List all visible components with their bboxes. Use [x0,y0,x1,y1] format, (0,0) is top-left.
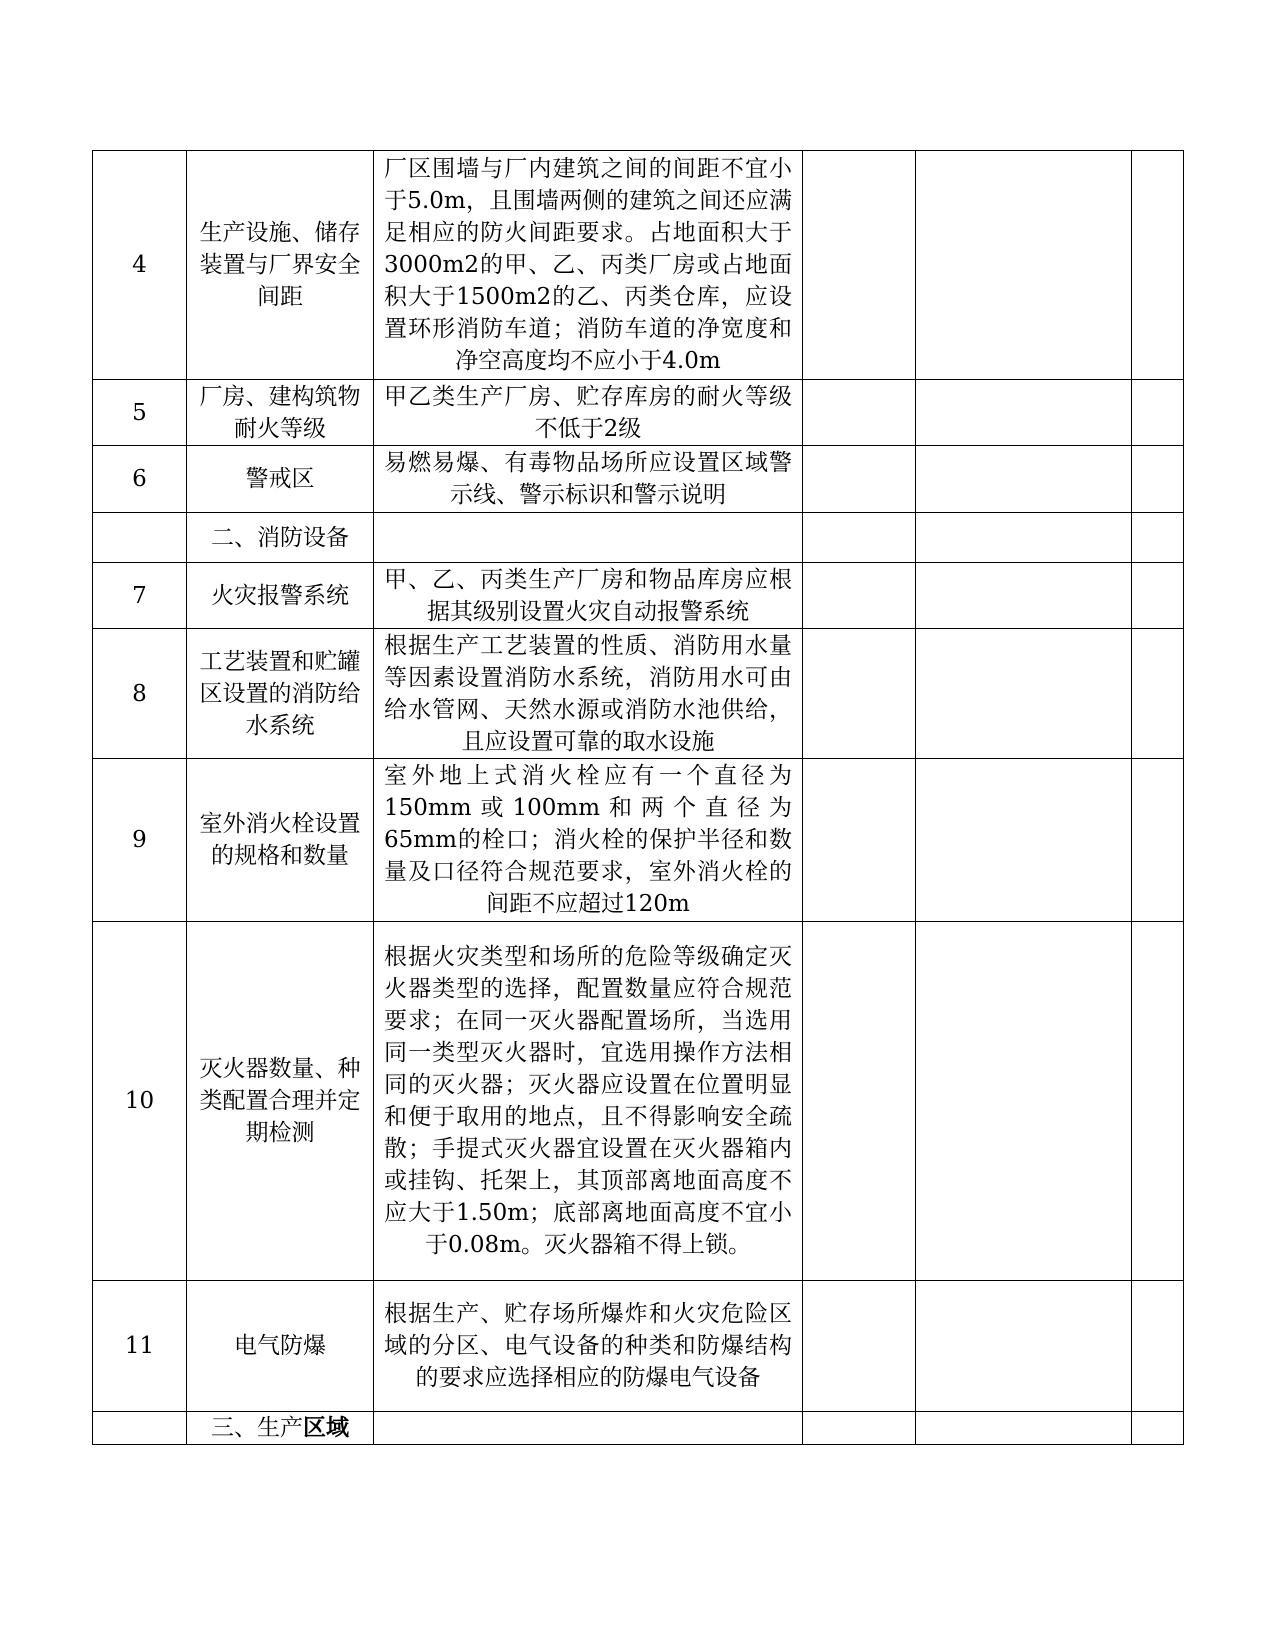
item-requirement: 室外地上式消火栓应有一个直径为150mm或100mm和两个直径为65mm的栓口；消火栓的保护半径和数量及口径符合规范要求，室外消火栓的间距不应超过120m [374,759,803,922]
blank-cell [1132,759,1184,922]
section-row [93,513,1184,563]
item-requirement: 甲乙类生产厂房、贮存库房的耐火等级不低于2级 [374,380,803,446]
row-number [93,513,187,563]
row-number: 4 [93,151,187,380]
blank-cell [1132,563,1184,629]
blank-cell [916,563,1132,629]
table-row [93,922,1184,1281]
item-name: 生产设施、储存装置与厂界安全间距 [187,151,374,380]
blank-cell [916,759,1132,922]
blank-cell [803,922,916,1281]
blank-cell [916,513,1132,563]
blank-cell [1132,1281,1184,1412]
blank-cell [1132,513,1184,563]
blank-cell [803,1281,916,1412]
item-requirement: 易燃易爆、有毒物品场所应设置区域警示线、警示标识和警示说明 [374,446,803,513]
blank-cell [1132,380,1184,446]
section-heading-text: 三、生产 [211,1415,303,1441]
table-row [93,1281,1184,1412]
item-requirement: 根据火灾类型和场所的危险等级确定灭火器类型的选择，配置数量应符合规范要求；在同一灭火器配置场所，当选用同一类型灭火器时，宜选用操作方法相同的灭火器；灭火器应设置在位置明显和便于取用的地点，且不得影响安全疏散；手提式灭火器宜设置在灭火器箱内或挂钩、托架上，其顶部离地面高度不应大于1.50m；底部离地面高度不宜小于0.08m。灭火器箱不得上锁。 [374,922,803,1281]
blank-cell [803,446,916,513]
row-number: 7 [93,563,187,629]
item-requirement: 甲、乙、丙类生产厂房和物品库房应根据其级别设置火灾自动报警系统 [374,563,803,629]
row-number: 11 [93,1281,187,1412]
item-requirement: 厂区围墙与厂内建筑之间的间距不宜小于5.0m，且围墙两侧的建筑之间还应满足相应的防火间距要求。占地面积大于3000m2的甲、乙、丙类厂房或占地面积大于1500m2的乙、丙类仓库，应设置环形消防车道；消防车道的净宽度和净空高度均不应小于4.0m [374,151,803,380]
blank-cell [916,1281,1132,1412]
table-row [93,380,1184,446]
blank-cell [803,629,916,759]
blank-cell [916,1412,1132,1445]
blank-cell [803,563,916,629]
item-name: 警戒区 [187,446,374,513]
item-name: 工艺装置和贮罐区设置的消防给水系统 [187,629,374,759]
blank-cell [803,151,916,380]
blank-cell [1132,1412,1184,1445]
blank-cell [916,446,1132,513]
item-name: 火灾报警系统 [187,563,374,629]
blank-cell [1132,629,1184,759]
blank-cell [803,1412,916,1445]
item-requirement: 根据生产工艺装置的性质、消防用水量等因素设置消防水系统，消防用水可由给水管网、天然水源或消防水池供给，且应设置可靠的取水设施 [374,629,803,759]
table-row [93,629,1184,759]
item-name: 电气防爆 [187,1281,374,1412]
blank-cell [803,380,916,446]
blank-cell [916,151,1132,380]
blank-cell [916,922,1132,1281]
blank-cell [374,513,803,563]
item-name: 室外消火栓设置的规格和数量 [187,759,374,922]
section-heading-bold: 区域 [303,1414,349,1441]
inspection-table [92,150,1184,1445]
item-name: 灭火器数量、种类配置合理并定期检测 [187,922,374,1281]
blank-cell [1132,446,1184,513]
row-number: 10 [93,922,187,1281]
blank-cell [1132,151,1184,380]
blank-cell [1132,922,1184,1281]
section-heading [187,1412,374,1445]
blank-cell [803,759,916,922]
blank-cell [803,513,916,563]
blank-cell [374,1412,803,1445]
row-number: 5 [93,380,187,446]
item-name: 厂房、建构筑物耐火等级 [187,380,374,446]
table-row [93,446,1184,513]
row-number [93,1412,187,1445]
table-row [93,563,1184,629]
blank-cell [916,629,1132,759]
row-number: 9 [93,759,187,922]
item-requirement: 根据生产、贮存场所爆炸和火灾危险区域的分区、电气设备的种类和防爆结构的要求应选择相应的防爆电气设备 [374,1281,803,1412]
section-heading: 二、消防设备 [187,513,374,563]
section-row [93,1412,1184,1445]
table-row [93,151,1184,380]
row-number: 6 [93,446,187,513]
row-number: 8 [93,629,187,759]
table-row [93,759,1184,922]
blank-cell [916,380,1132,446]
